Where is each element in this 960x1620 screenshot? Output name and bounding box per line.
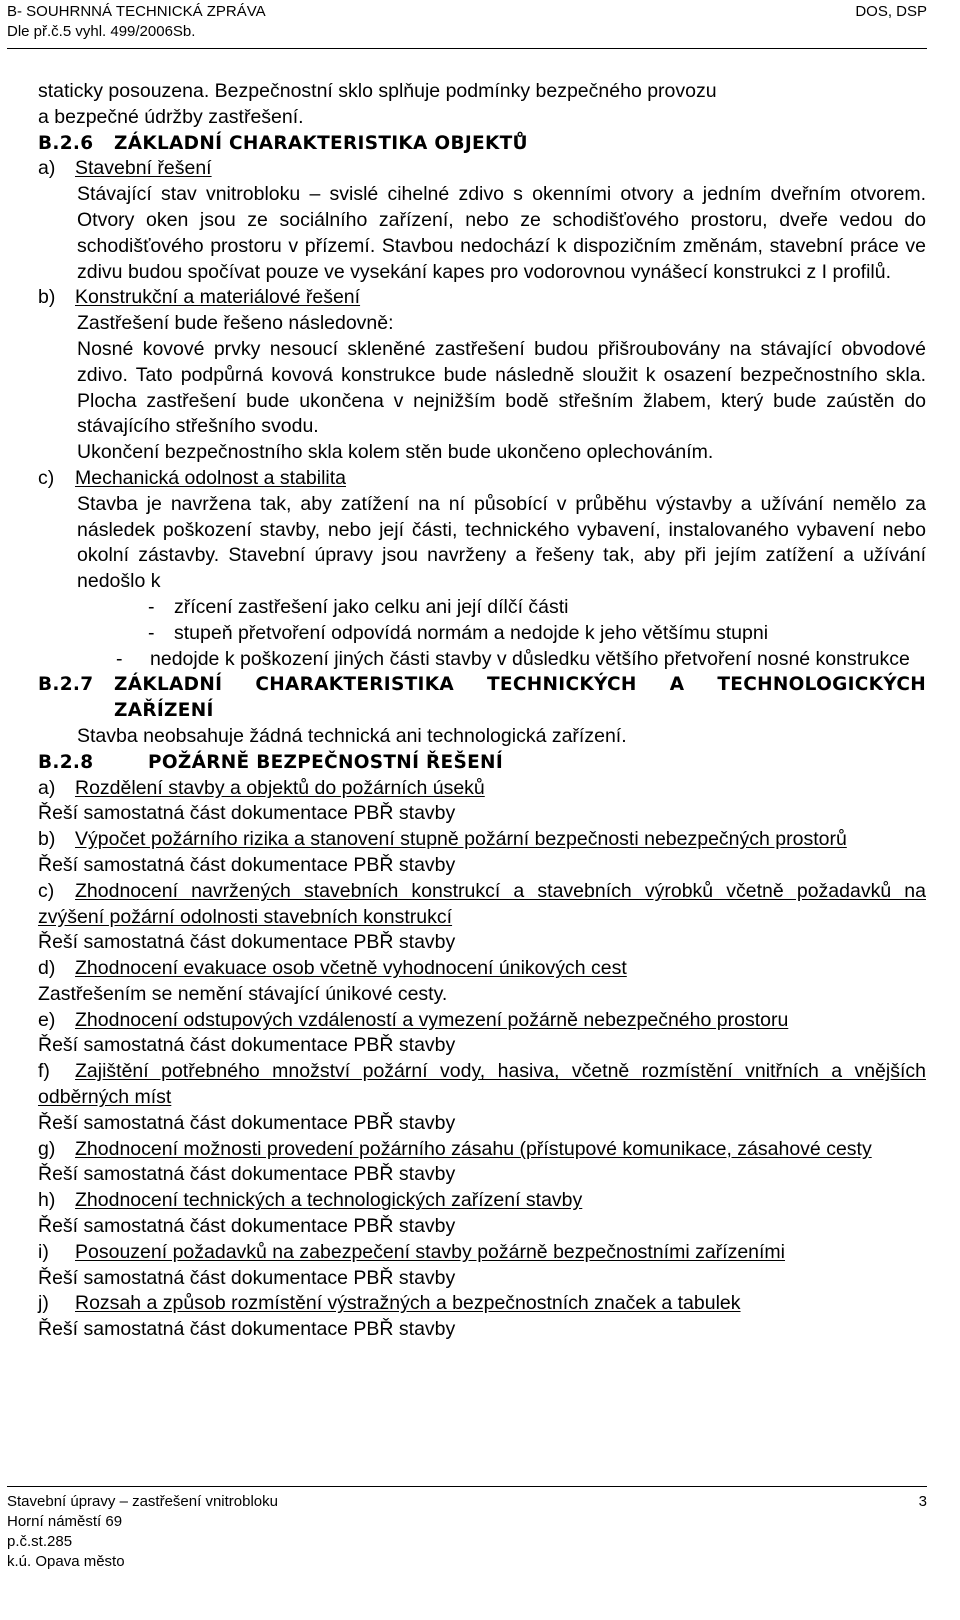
header-divider [7, 48, 927, 49]
item-title: Výpočet požárního rizika a stanovení stupně požární bezpečnosti nebezpečných prostorů [75, 828, 847, 851]
cadastral-area: k.ú. Opava město [7, 1553, 125, 1570]
fire-item-f-heading [38, 1059, 926, 1111]
section-number: B.2.7 [38, 674, 94, 696]
item-title: Zhodnocení evakuace osob včetně vyhodnocení únikových cest [75, 957, 627, 980]
item-label: i) [38, 1240, 49, 1263]
subsection-b-line1: Zastřešení bude řešeno následovně: [77, 312, 394, 335]
item-label: a) [38, 157, 56, 180]
list-item [38, 595, 926, 621]
item-label: c) [38, 466, 55, 489]
item-label: j) [38, 1292, 49, 1315]
fire-item-a-heading [38, 776, 926, 802]
item-label: b) [38, 828, 56, 851]
section-heading-b27 [38, 672, 926, 724]
subsection-a-text: Stávající stav vnitrobloku – svislé cihelné zdivo s okenními otvory a jedním dveřním otvorem. Otvory oken jsou ze sociálního zařízení, nebo ze schodišťového prostoru, dveře vedou do schodišťového prostoru v přízemí. Stavbou nedochází k dispozičním změnám, stavební práce ve zdivu budou spočívat pouze ve vysekání kapes pro vodorovnou vynášecí konstrukci z I profilů. [77, 183, 926, 283]
item-title: Rozdělení stavby a objektů do požárních úseků [75, 776, 485, 799]
subsection-c-heading [38, 466, 926, 492]
bullet-dash: - [116, 647, 123, 670]
fire-item-g-text: Řeší samostatná část dokumentace PBŘ stavby [38, 1163, 456, 1186]
item-label: g) [38, 1137, 56, 1160]
fire-item-g-heading [38, 1137, 926, 1163]
fire-item-i-text: Řeší samostatná část dokumentace PBŘ stavby [38, 1266, 456, 1289]
section-b27-text: Stavba neobsahuje žádná technická ani technologická zařízení. [77, 724, 627, 747]
subsection-b-text: Nosné kovové prvky nesoucí skleněné zastřešení budou přišroubovány na stávající obvodové zdivo. Tato podpůrná kovová konstrukce bude následně sloužit k osazení bezpečnostního skla. Plocha zastřešení bude ukončena v nejnižším bodě střešním žlabem, který bude zaústěn do stávajícího střešního svodu. [77, 337, 926, 438]
subsection-title: Mechanická odolnost a stabilita [75, 466, 346, 489]
parcel-number: p.č.st.285 [7, 1533, 73, 1550]
subsection-title: Konstrukční a materiálové řešení [75, 286, 361, 309]
item-title: Zhodnocení možnosti provedení požárního zásahu (přístupové komunikace, zásahové cesty [75, 1137, 872, 1160]
section-heading-b28 [38, 750, 926, 776]
subsection-b-line2: Ukončení bezpečnostního skla kolem stěn bude ukončeno oplechováním. [77, 441, 714, 464]
list-item [38, 647, 926, 673]
fire-item-c-text: Řeší samostatná část dokumentace PBŘ stavby [38, 931, 456, 954]
item-label: a) [38, 776, 56, 799]
fire-item-d-heading [38, 956, 926, 982]
fire-item-e-text: Řeší samostatná část dokumentace PBŘ stavby [38, 1034, 456, 1057]
document-title: B- SOUHRNNÁ TECHNICKÁ ZPRÁVA [7, 3, 266, 20]
section-number: B.2.6 [38, 132, 94, 154]
list-item-text: stupeň přetvoření odpovídá normám a nedojde k jeho většímu stupni [174, 621, 769, 644]
fire-item-h-text: Řeší samostatná část dokumentace PBŘ stavby [38, 1215, 456, 1238]
fire-item-a-text: Řeší samostatná část dokumentace PBŘ stavby [38, 802, 456, 825]
fire-item-j-text: Řeší samostatná část dokumentace PBŘ stavby [38, 1318, 456, 1341]
item-label: b) [38, 286, 56, 309]
item-title: Rozsah a způsob rozmístění výstražných a bezpečnostních značek a tabulek [75, 1292, 741, 1315]
subsection-title: Stavební řešení [75, 157, 212, 180]
document-body [38, 79, 926, 1343]
item-title: Zajištění potřebného množství požární vody, hasiva, včetně rozmístění vnitřních a vnějších odběrných míst [38, 1060, 926, 1109]
fire-item-h-heading [38, 1188, 926, 1214]
section-heading-b26 [38, 131, 926, 157]
regulation-reference: Dle př.č.5 vyhl. 499/2006Sb. [7, 23, 196, 40]
project-name: Stavební úpravy – zastřešení vnitrobloku [7, 1493, 278, 1510]
item-label: e) [38, 1008, 56, 1031]
page-footer [7, 1492, 927, 1572]
fire-item-b-text: Řeší samostatná část dokumentace PBŘ stavby [38, 853, 456, 876]
section-title: ZÁKLADNÍ CHARAKTERISTIKA TECHNICKÝCH A TECHNOLOGICKÝCH ZAŘÍZENÍ [114, 674, 926, 722]
intro-line-1: staticky posouzena. Bezpečnostní sklo splňuje podmínky bezpečného provozu [38, 80, 717, 102]
fire-item-b-heading [38, 827, 926, 853]
page-number: 3 [918, 1493, 927, 1510]
subsection-b-heading [38, 285, 926, 311]
item-title: Zhodnocení odstupových vzdáleností a vymezení požárně nebezpečného prostoru [75, 1008, 789, 1031]
section-title: POŽÁRNĚ BEZPEČNOSTNÍ ŘEŠENÍ [148, 751, 504, 773]
bullet-dash: - [148, 595, 155, 618]
list-item-text: zřícení zastřešení jako celku ani její dílčí části [174, 595, 569, 618]
item-label: d) [38, 957, 56, 980]
section-number: B.2.8 [38, 751, 94, 773]
document-stage: DOS, DSP [855, 3, 927, 20]
fire-item-d-text: Zastřešením se nemění stávající únikové cesty. [38, 982, 448, 1005]
item-title: Zhodnocení technických a technologických zařízení stavby [75, 1189, 583, 1212]
item-label: f) [38, 1060, 50, 1083]
list-item-text: nedojde k poškození jiných části stavby v důsledku většího přetvoření nosné konstrukce [150, 647, 910, 670]
section-title: ZÁKLADNÍ CHARAKTERISTIKA OBJEKTŮ [114, 132, 528, 154]
fire-item-j-heading [38, 1291, 926, 1317]
footer-divider [7, 1486, 927, 1487]
fire-item-i-heading [38, 1240, 926, 1266]
project-address: Horní náměstí 69 [7, 1513, 123, 1530]
subsection-a-heading [38, 156, 926, 182]
item-title: Posouzení požadavků na zabezpečení stavby požárně bezpečnostními zařízeními [75, 1240, 786, 1263]
subsection-c-text: Stavba je navržena tak, aby zatížení na ní působící v průběhu výstavby a užívání nemělo za následek poškození stavby, nebo její části, technického vybavení, instalovaného vybavení nebo okolní zástavby. Stavební úpravy jsou navrženy a řešeny tak, aby při jejím zatížení a užívání nedošlo k [77, 492, 926, 593]
bullet-dash: - [148, 621, 155, 644]
list-item [38, 621, 926, 647]
intro-line-2: a bezpečné údržby zastřešení. [38, 105, 304, 128]
page-header [7, 2, 927, 42]
fire-item-c-heading [38, 879, 926, 931]
item-label: c) [38, 879, 55, 902]
item-label: h) [38, 1189, 56, 1212]
item-title: Zhodnocení navržených stavebních konstrukcí a stavebních výrobků včetně požadavků na zvýšení požární odolnosti stavebních konstrukcí [38, 879, 926, 928]
fire-item-f-text: Řeší samostatná část dokumentace PBŘ stavby [38, 1111, 456, 1134]
fire-item-e-heading [38, 1008, 926, 1034]
